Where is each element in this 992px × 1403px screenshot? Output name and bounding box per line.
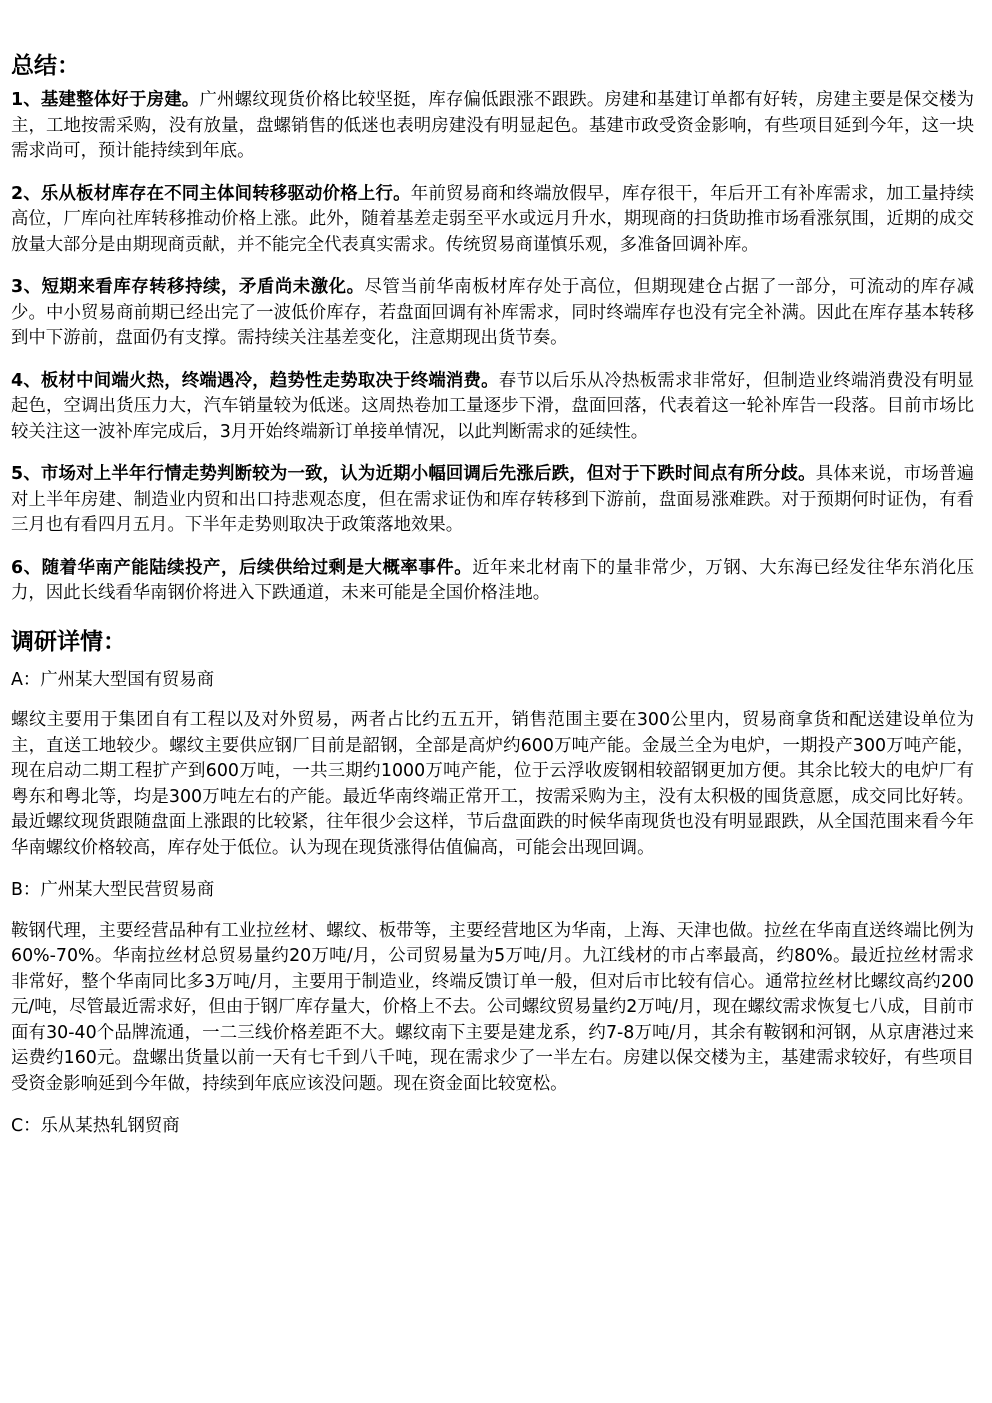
summary-item-6-body: 近年来北材南下的量非常少，万钢、大东海已经发往华东消化压力，因此长线看华南钢价将进入下跌通道，未来可能是全国价格洼地。	[11, 557, 974, 603]
details-section-b-body: 鞍钢代理，主要经营品种有工业拉丝材、螺纹、板带等，主要经营地区为华南，上海、天津也做。拉丝在华南直送终端比例为60%-70%。华南拉丝材总贸易量约20万吨/月，公司贸易量为5万吨/月。九江线材的市占率最高，约80%。最近拉丝材需求非常好，整个华南同比多3万吨/月，主要用于制造业，终端反馈订单一般，但对后市比较有信心。通常拉丝材比螺纹高约200元/吨，尽管最近需求好，但由于钢厂库存量大，价格上不去。公司螺纹贸易量约2万吨/月，现在螺纹需求恢复七八成，目前市面有30-40个品牌流通，一二三线价格差距不大。螺纹南下主要是建龙系，约7-8万吨/月，其余有鞍钢和河钢，从京唐港过来运费约160元。盘螺出货量以前一天有七千到八千吨，现在需求少了一半左右。房建以保交楼为主，基建需求较好，有些项目受资金影响延到今年做，持续到年底应该没问题。现在资金面比较宽松。	[11, 920, 974, 1094]
details-section-a-label: A：广州某大型国有贸易商	[11, 669, 215, 690]
summary-item-1-body: 广州螺纹现货价格比较坚挺，库存偏低跟涨不跟跌。房建和基建订单都有好转，房建主要是保交楼为主，工地按需采购，没有放量，盘螺销售的低迷也表明房建没有明显起色。基建市政受资金影响，有些项目延到今年，这一块需求尚可，预计能持续到年底。	[11, 90, 974, 161]
summary-heading: 总结：	[11, 53, 80, 79]
summary-item-6-lead: 6、随着华南产能陆续投产，后续供给过剩是大概率事件。	[11, 557, 473, 578]
details-section-a-body: 螺纹主要用于集团自有工程以及对外贸易，两者占比约五五开，销售范围主要在300公里内，贸易商拿货和配送建设单位为主，直送工地较少。螺纹主要供应钢厂目前是韶钢，全部是高炉约600万吨产能。金晟兰全为电炉，一期投产300万吨产能，现在启动二期工程扩产到600万吨，一共三期约1000万吨产能，位于云浮收废钢相较韶钢更加方便。其余比较大的电炉厂有粤东和粤北等，均是300万吨左右的产能。最近华南终端正常开工，按需采购为主，没有太积极的囤货意愿，成交同比好转。最近螺纹现货跟随盘面上涨跟的比较紧，往年很少会这样，节后盘面跌的时候华南现货也没有明显跟跌，从全国范围来看今年华南螺纹价格较高，库存处于低位。认为现在现货涨得估值偏高，可能会出现回调。	[11, 710, 974, 858]
summary-item-3	[11, 275, 974, 352]
summary-item-6	[11, 556, 974, 607]
details-section-c-label: C：乐从某热轧钢贸商	[11, 1116, 180, 1136]
summary-item-1	[11, 88, 974, 165]
summary-item-4-lead: 4、板材中间端火热，终端遇冷，趋势性走势取决于终端消费。	[11, 370, 499, 391]
details-heading: 调研详情：	[11, 628, 126, 655]
summary-item-4	[11, 369, 974, 446]
summary-item-1-lead: 1、基建整体好于房建。	[11, 90, 200, 110]
details-section-b-label: B：广州某大型民营贸易商	[11, 880, 215, 900]
summary-item-2-lead: 2、乐从板材库存在不同主体间转移驱动价格上行。	[11, 183, 411, 204]
summary-item-3-lead: 3、短期来看库存转移持续，矛盾尚未激化。	[11, 277, 365, 297]
summary-item-2	[11, 182, 974, 259]
summary-item-5-lead: 5、市场对上半年行情走势判断较为一致，认为近期小幅回调后先涨后跌，但对于下跌时间点有所分歧。	[11, 464, 816, 484]
summary-item-3-body: 尽管当前华南板材库存处于高位，但期现建仓占据了一部分，可流动的库存减少。中小贸易商前期已经出完了一波低价库存，若盘面回调有补库需求，同时终端库存也没有完全补满。因此在库存基本转移到中下游前，盘面仍有支撑。需持续关注基差变化，注意期现出货节奏。	[11, 277, 974, 348]
summary-item-2-body: 年前贸易商和终端放假早，库存很干，年后开工有补库需求，加工量持续高位，厂库向社库转移推动价格上涨。此外，随着基差走弱至平水或远月升水，期现商的扫货助推市场看涨氛围，近期的成交放量大部分是由期现商贡献，并不能完全代表真实需求。传统贸易商谨慎乐观，多准备回调补库。	[11, 183, 974, 255]
summary-item-5	[11, 462, 974, 539]
summary-item-4-body: 春节以后乐从冷热板需求非常好，但制造业终端消费没有明显起色，空调出货压力大，汽车销量较为低迷。这周热卷加工量逐步下滑，盘面回落，代表着这一轮补库告一段落。目前市场比较关注这一波补库完成后，3月开始终端新订单接单情况，以此判断需求的延续性。	[11, 370, 974, 442]
summary-item-5-body: 具体来说，市场普遍对上半年房建、制造业内贸和出口持悲观态度，但在需求证伪和库存转移到下游前，盘面易涨难跌。对于预期何时证伪，有看三月也有看四月五月。下半年走势则取决于政策落地效果。	[11, 464, 974, 535]
